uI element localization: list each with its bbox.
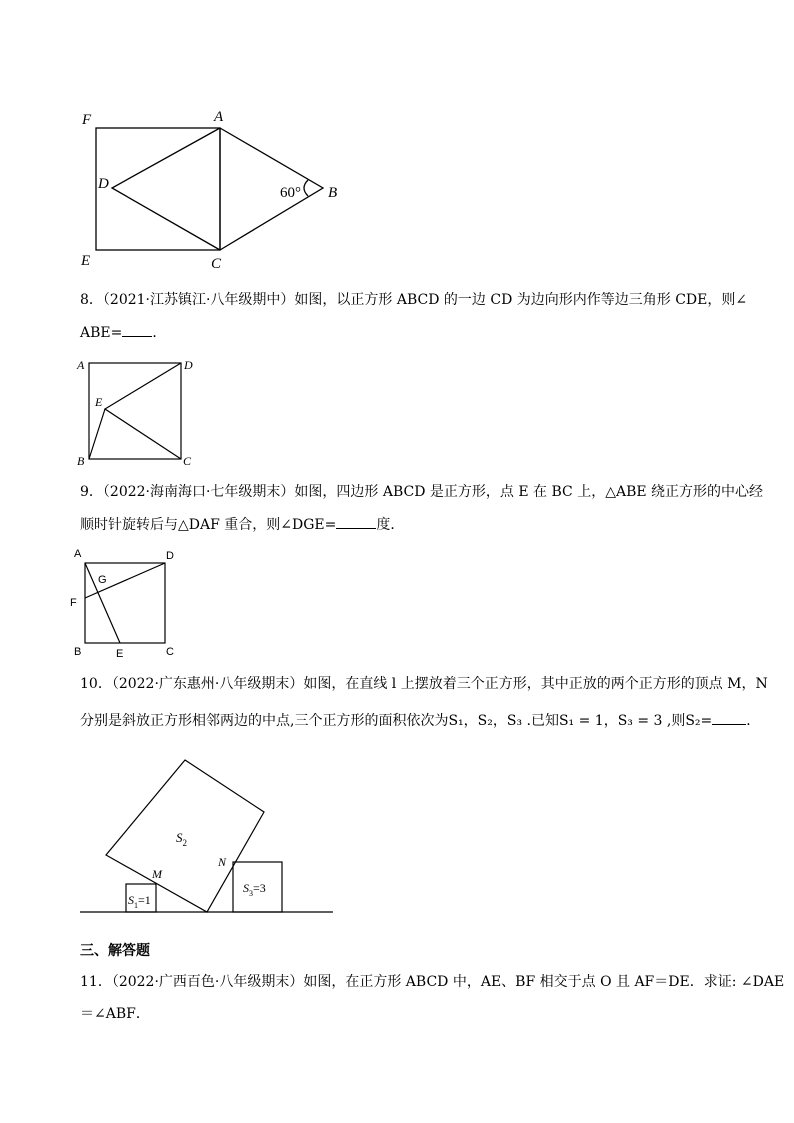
label-C: C	[183, 454, 192, 468]
label-S3: $S_3=3$	[243, 881, 266, 898]
square-abcd	[85, 563, 165, 643]
q11-line2: ＝∠ABF．	[80, 1006, 150, 1022]
q10-line1: 10．（2022·广东惠州·八年级期末）如图，在直线 l 上摆放着三个正方形，其中正放的两个正方形的顶点 M，N	[80, 676, 768, 692]
label-E: E	[95, 395, 103, 409]
triangle-cde	[105, 363, 181, 459]
label-A: A	[77, 358, 85, 372]
q11-line1: 11．（2022·广西百色·八年级期末）如图，在正方形 ABCD 中，AE、BF 相交于点 O 且 AF＝DE．求证: ∠DAE	[80, 974, 785, 990]
q10-line2: 分别是斜放正方形相邻两边的中点,三个正方形的面积依次为S₁，S₂，S₃ .已知S₁ = 1，S₃ = 3 ,则S₂= ．	[80, 710, 760, 731]
q9-line2: 顺时针旋转后与△DAF 重合，则∠DGE= 度．	[80, 514, 404, 535]
segment-df	[85, 563, 165, 598]
label-D: D	[184, 358, 193, 372]
answer-blank-q10[interactable]	[712, 710, 746, 725]
label-F: F	[82, 112, 92, 128]
figure-q8	[75, 355, 205, 470]
triangle-dac	[112, 128, 220, 250]
label-F: F	[70, 597, 77, 609]
label-S1: $S_1=1$	[128, 893, 151, 910]
figure-q9	[70, 545, 185, 660]
label-B: B	[328, 185, 338, 201]
figure-q10	[80, 755, 340, 920]
answer-blank-q8[interactable]	[122, 322, 152, 337]
label-A: A	[214, 109, 224, 125]
section-heading: 三、解答题	[80, 943, 150, 959]
label-S2: $S_2$	[176, 830, 187, 848]
q8-line1: 8．（2021·江苏镇江·八年级期中）如图，以正方形 ABCD 的一边 CD 为边向形内作等边三角形 CDE，则∠	[80, 292, 748, 308]
q9-line1: 9．（2022·海南海口·七年级期末）如图，四边形 ABCD 是正方形，点 E 在 BC 上，△ABE 绕正方形的中心经	[80, 484, 764, 500]
label-M: M	[152, 867, 162, 881]
tilted-square-s2	[106, 760, 264, 912]
q8-line2: ABE= ．	[80, 322, 166, 343]
angle-arc-b	[304, 180, 308, 196]
label-D: D	[166, 550, 174, 562]
triangle-abc	[220, 128, 323, 250]
square-abcd	[89, 363, 181, 459]
label-E: E	[81, 253, 91, 269]
label-B: B	[77, 454, 85, 468]
label-A: A	[74, 548, 82, 560]
figure-q7	[70, 100, 370, 275]
label-C: C	[166, 646, 174, 658]
label-angle: 60°	[280, 185, 301, 201]
label-C: C	[211, 256, 222, 272]
label-E: E	[116, 648, 124, 660]
label-D: D	[98, 176, 109, 192]
answer-blank-q9[interactable]	[336, 514, 376, 529]
segment-be	[89, 409, 105, 459]
label-B: B	[74, 646, 82, 658]
label-G: G	[98, 574, 107, 586]
label-N: N	[218, 855, 227, 869]
